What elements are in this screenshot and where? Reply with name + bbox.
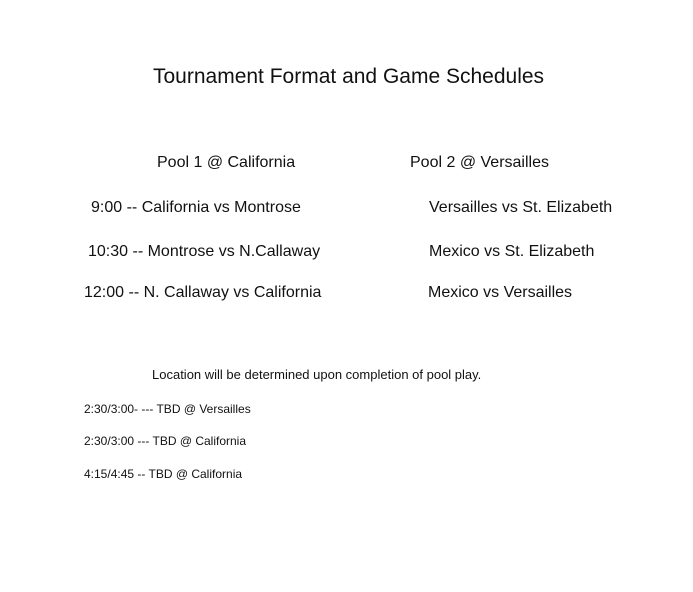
game-row-3-pool1: 12:00 -- N. Callaway vs California <box>84 284 322 301</box>
later-game-2: 2:30/3:00 --- TBD @ California <box>84 434 247 448</box>
later-game-3: 4:15/4:45 -- TBD @ California <box>84 467 243 481</box>
game-row-2-pool2: Mexico vs St. Elizabeth <box>429 243 595 260</box>
pool-1-heading: Pool 1 @ California <box>157 154 296 171</box>
location-note: Location will be determined upon completion of pool play. <box>152 367 482 382</box>
game-row-1-pool2: Versailles vs St. Elizabeth <box>429 199 613 216</box>
later-game-1: 2:30/3:00- --- TBD @ Versailles <box>84 402 251 416</box>
game-row-3-pool2: Mexico vs Versailles <box>428 284 573 301</box>
page-title: Tournament Format and Game Schedules <box>153 65 545 88</box>
pool-2-heading: Pool 2 @ Versailles <box>410 154 549 171</box>
game-row-1-pool1: 9:00 -- California vs Montrose <box>91 199 301 216</box>
game-row-2-pool1: 10:30 -- Montrose vs N.Callaway <box>88 243 321 260</box>
